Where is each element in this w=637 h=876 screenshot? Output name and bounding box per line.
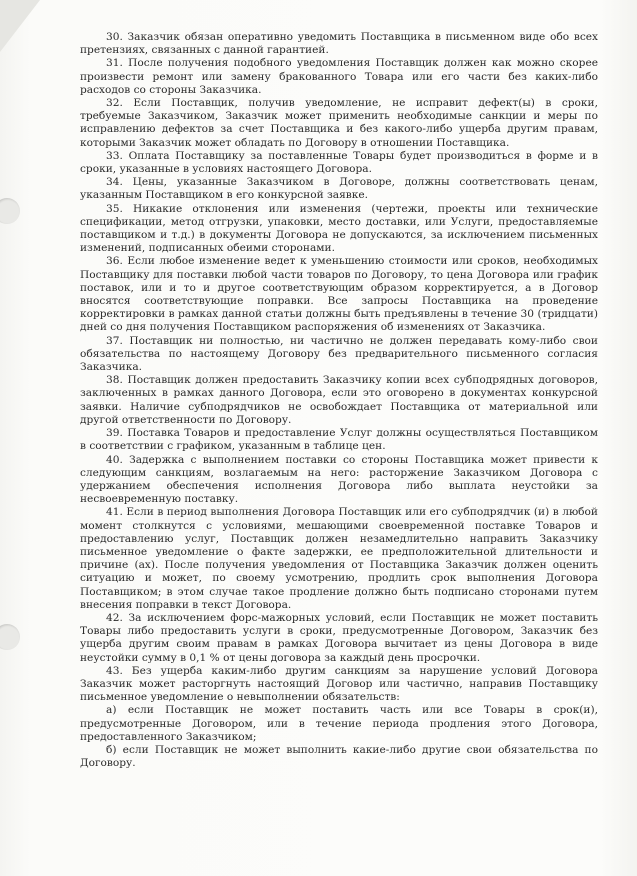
folded-corner [0,0,40,52]
punch-hole [0,198,20,224]
clause-31: 31. После получения подобного уведомления Поставщик должен как можно скорее произвести ремонт или замену бракованного Товара или его части без каких-либо расходов со стороны Заказчика. [80,57,598,96]
clause-43-item-b: б) если Поставщик не может выполнить какие-либо другие свои обязательства по Договору. [80,743,598,770]
punch-hole [0,624,20,650]
clause-34: 34. Цены, указанные Заказчиком в Договоре, должны соответствовать ценам, указанным Поставщиком в его конкурсной заявке. [80,176,598,202]
clause-42: 42. За исключением форс-мажорных условий, если Поставщик не может поставить Товары либо предоставить услуги в сроки, предусмотренные Договором, Заказчик без ущерба другим своим правам в рамках Договора вычитает из цены Договора в виде неустойки сумму в 0,1 % от цены договора за каждый день просрочки. [80,611,598,664]
clause-35: 35. Никакие отклонения или изменения (чертежи, проекты или технические спецификации, метод отгрузки, упаковки, место доставки, или Услуги, предоставляемые поставщиком и т.д.) в документы Договора не допускаются, за исключением письменных изменений, подписанных обеими сторонами. [80,202,598,255]
clause-30: 30. Заказчик обязан оперативно уведомить Поставщика в письменном виде обо всех претензиях, связанных с данной гарантией. [80,31,598,57]
clause-32: 32. Если Поставщик, получив уведомление, не исправит дефект(ы) в сроки, требуемые Заказчиком, Заказчик может применить необходимые санкции и меры по исправлению дефектов за счет Поставщика и без какого-либо ущерба другим правам, которыми Заказчик может обладать по Договору в отношении Поставщика. [80,97,598,149]
clause-39: 39. Поставка Товаров и предоставление Услуг должны осуществляться Поставщиком в соответствии с графиком, указанным в таблице цен. [80,427,598,453]
clause-41: 41. Если в период выполнения Договора Поставщик или его субподрядчик (и) в любой момент столкнутся с условиями, мешающими своевременной поставке Товаров и предоставлению услуг, Поставщик должен незамедлительно направить Заказчику письменное уведомление о факте задержки, ее предположительной длительности и причине (ах). После получения уведомления от Поставщика Заказчик должен оценить ситуацию и может, по своему усмотрению, продлить срок выполнения Договора Поставщиком; в этом случае такое продление должно быть подписано сторонами путем внесения поправки в текст Договора. [80,506,598,611]
document-body [80,31,598,770]
clause-43: 43. Без ущерба каким-либо другим санкциям за нарушение условий Договора Заказчик может расторгнуть настоящий Договор или частично, направив Поставщику письменное уведомление о невыполнении обязательств: [80,664,598,704]
clause-33: 33. Оплата Поставщику за поставленные Товары будет производиться в форме и в сроки, указанные в условиях настоящего Договора. [80,149,598,176]
clause-36: 36. Если любое изменение ведет к уменьшению стоимости или сроков, необходимых Поставщику для поставки любой части товаров по Договору, то цена Договора или график поставок, или и то и другое соответствующим образом корректируется, а в Договор вносятся соответствующие поправки. Все запросы Поставщика на проведение корректировки в рамках данной статьи должны быть предъявлены в течение 30 (тридцати) дней со дня получения Поставщиком распоряжения об изменениях от Заказчика. [80,255,598,334]
clause-38: 38. Поставщик должен предоставить Заказчику копии всех субподрядных договоров, заключенных в рамках данного Договора, если это оговорено в документах конкурсной заявки. Наличие субподрядчиков не освобождает Поставщика от материальной или другой ответственности по Договору. [80,374,598,426]
clause-40: 40. Задержка с выполнением поставки со стороны Поставщика может привести к следующим санкциям, возлагаемым на него: расторжение Заказчиком Договора с удержанием обеспечения исполнения Договора либо выплата неустойки за несвоевременную поставку. [80,453,598,506]
clause-43-item-a: а) если Поставщик не может поставить часть или все Товары в срок(и), предусмотренные Договором, или в течение периода продления этого Договора, предоставленного Заказчиком; [80,704,598,743]
clause-37: 37. Поставщик ни полностью, ни частично не должен передавать кому-либо свои обязательства по настоящему Договору без предварительного письменного согласия Заказчика. [80,334,598,374]
